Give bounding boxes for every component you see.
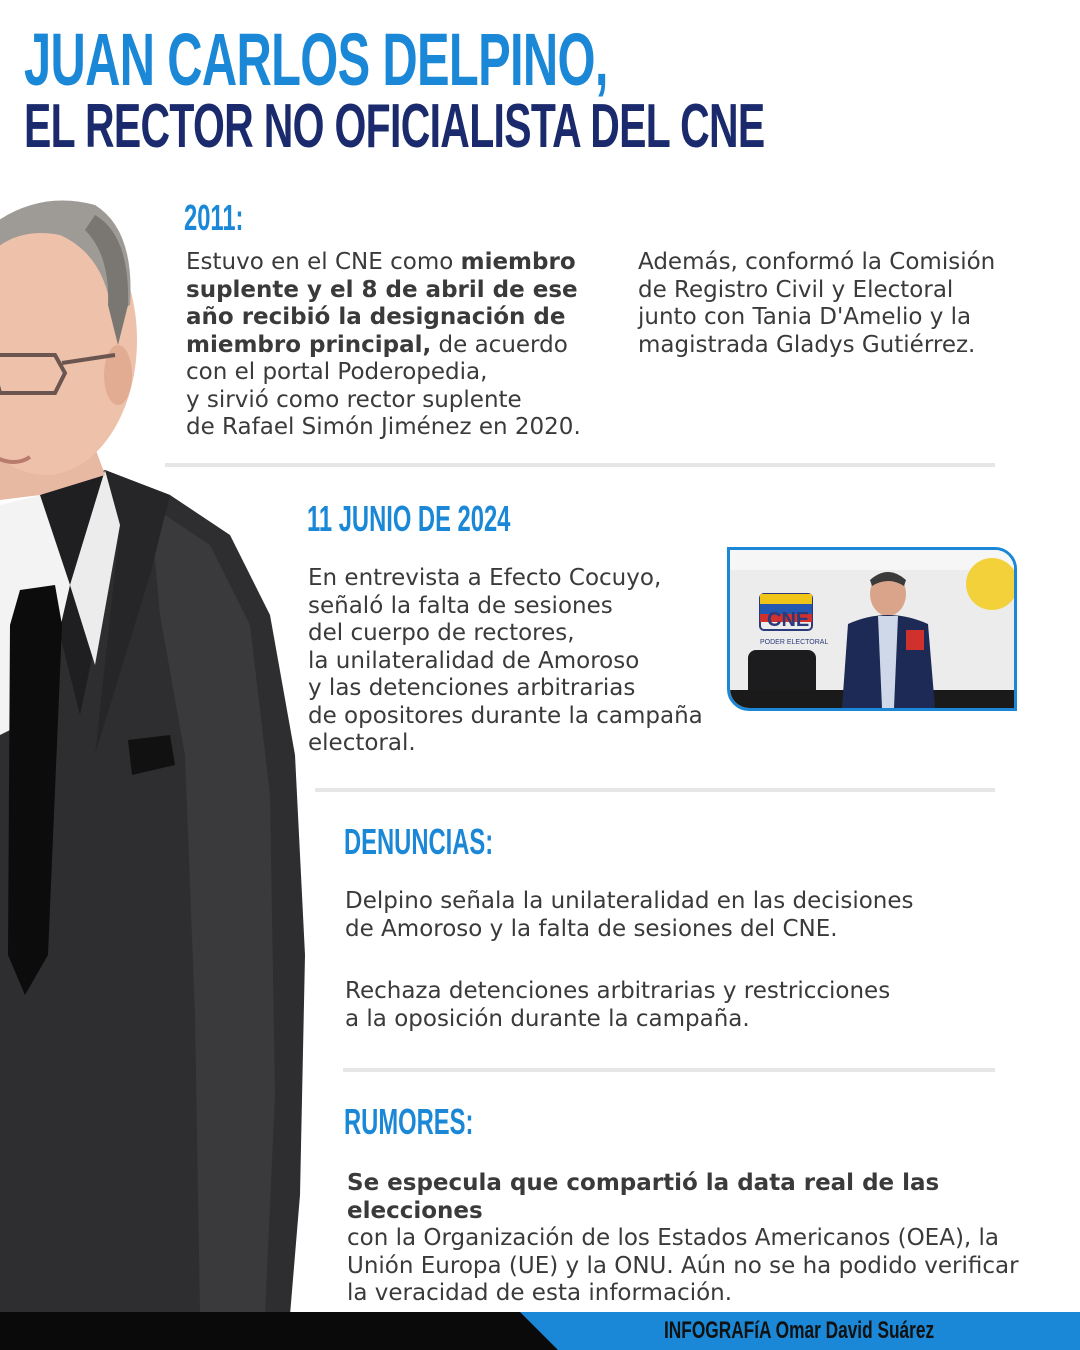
heading-denuncias: DENUNCIAS: bbox=[344, 821, 494, 862]
photo-caption: PODER ELECTORAL bbox=[760, 639, 829, 646]
rumores-rest: con la Organización de los Estados Americanos (OEA), la Unión Europa (UE) y la ONU. Aún no se ha podido verificar la veracidad de esta información. bbox=[347, 1225, 1019, 1306]
rumores-bold: Se especula que compartió la data real de las elecciones bbox=[347, 1170, 940, 1224]
title-line-2: EL RECTOR NO OFICIALISTA DEL CNE bbox=[24, 92, 765, 161]
section-2011-text-col1 bbox=[186, 249, 606, 442]
denuncias-text-1: Delpino señala la unilateralidad en las decisiones de Amoroso y la falta de sesiones del CNE. bbox=[345, 888, 914, 942]
footer-credit: INFOGRAFíA Omar David Suárez bbox=[664, 1317, 935, 1344]
section-2011-text-col2: Además, conformó la Comisión de Registro Civil y Electoral junto con Tania D'Amelio y la magistrada Gladys Gutiérrez. bbox=[638, 249, 996, 358]
heading-2024: 11 JUNIO DE 2024 bbox=[307, 498, 511, 539]
title-line-1: JUAN CARLOS DELPINO, bbox=[24, 18, 608, 101]
section-2024-text: En entrevista a Efecto Cocuyo, señaló la falta de sesiones del cuerpo de rectores, la unilateralidad de Amoroso y las detenciones arbitrarias de opositores durante la campaña electoral. bbox=[308, 565, 703, 756]
divider-2 bbox=[315, 788, 995, 792]
section-2011-text-pre: Estuvo en el CNE como bbox=[186, 249, 461, 275]
heading-2011: 2011: bbox=[184, 197, 244, 238]
section-2011-text-bold: miembro suplente y el 8 de abril de ese año recibió la designación de miembro principal, bbox=[186, 249, 578, 358]
section-2011-text-post: de acuerdo con el portal Poderopedia, y sirvió como rector suplente de Rafael Simón Jiménez en 2020. bbox=[186, 331, 581, 440]
photo-logo: CNE bbox=[767, 609, 810, 631]
divider-1 bbox=[165, 463, 995, 467]
heading-rumores: RUMORES: bbox=[344, 1101, 474, 1142]
divider-3 bbox=[343, 1068, 995, 1072]
rumores-text bbox=[347, 1170, 1057, 1308]
news-photo bbox=[727, 547, 1017, 711]
denuncias-text-2: Rechaza detenciones arbitrarias y restricciones a la oposición durante la campaña. bbox=[345, 978, 891, 1032]
